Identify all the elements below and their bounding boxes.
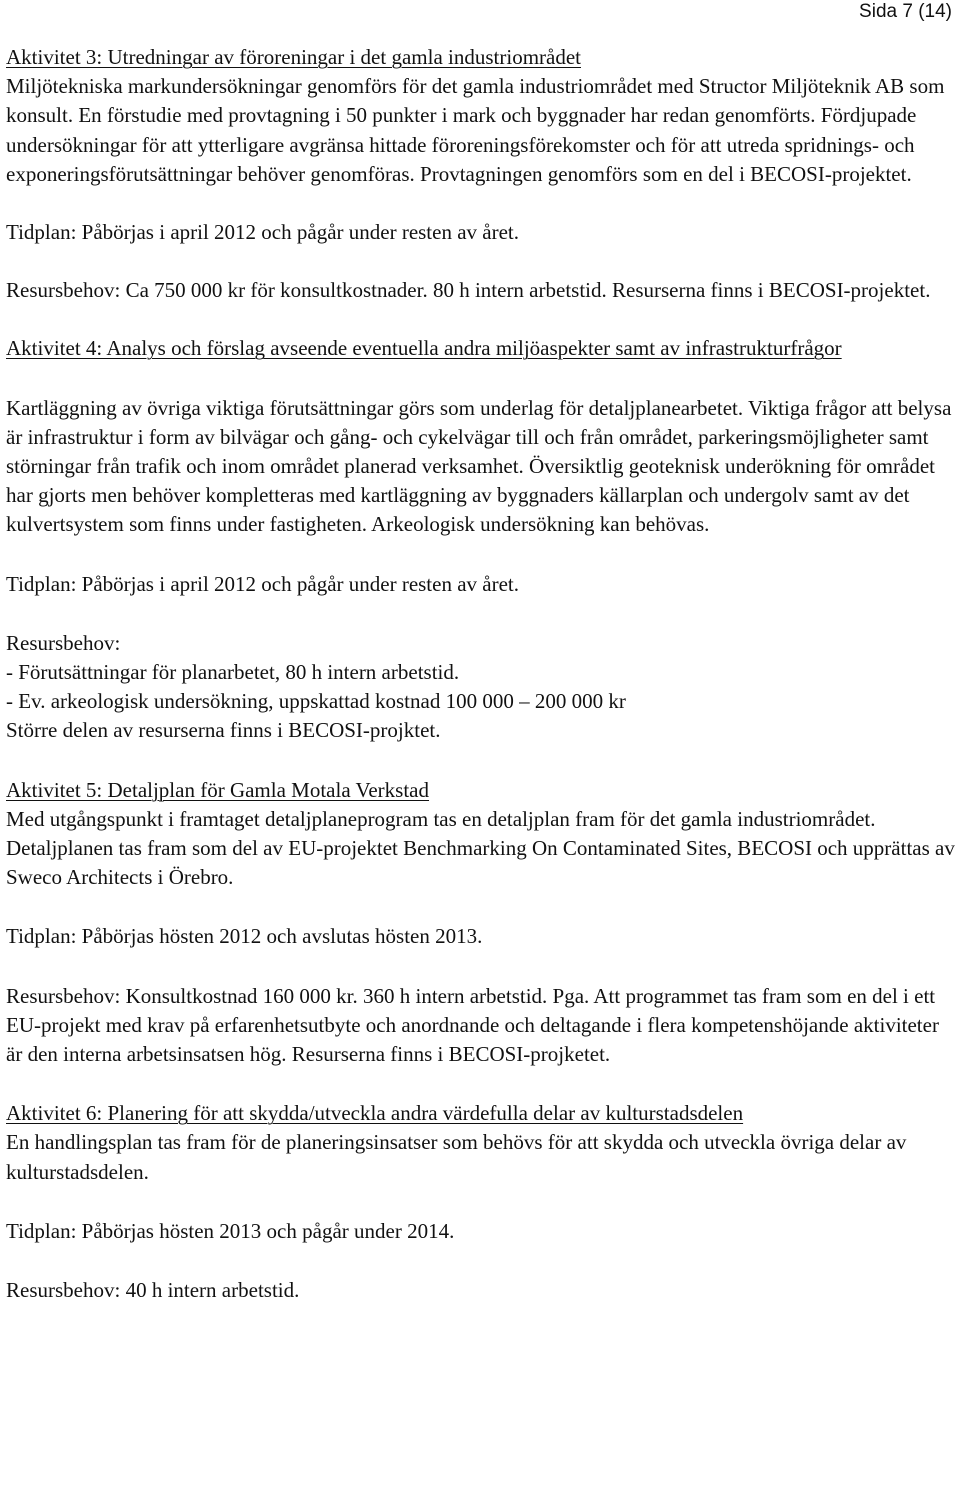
activity-3-description: Miljötekniska markundersökningar genomförs för det gamla industriområdet med Structor Miljöteknik AB som konsult. En förstudie med provtagning i 50 punkter i mark och byggnader har redan genomförts. Fördjupade undersökningar för att ytterligare avgränsa hittade föroreningsförekomster och för att utreda spridnings- och exponeringsförutsättningar behöver genomföras. Provtagningen genomförs som en del i BECOSI-projektet. (6, 74, 945, 186)
activity-6-schedule: Tidplan: Påbörjas hösten 2013 och pågår under 2014. (6, 1218, 455, 1243)
activity-4-resources (6, 629, 956, 746)
activity-4-resource-item: - Ev. arkeologisk undersökning, uppskattad kostnad 100 000 – 200 000 kr (6, 689, 626, 714)
activity-6-resources: Resursbehov: 40 h intern arbetstid. (6, 1278, 300, 1303)
activity-6-description: En handlingsplan tas fram för de planeringsinsatser som behövs för att skydda och utveckla övriga delar av kulturstadsdelen. (6, 1130, 907, 1184)
activity-6-section (6, 1099, 956, 1305)
activity-3-resources: Resursbehov: Ca 750 000 kr för konsultkostnader. 80 h intern arbetstid. Resurserna finns i BECOSI-projektet. (6, 278, 931, 303)
page-number: Sida 7 (14) (859, 1, 952, 22)
activity-5-schedule: Tidplan: Påbörjas hösten 2012 och avslutas hösten 2013. (6, 924, 483, 949)
activity-5-section (6, 776, 956, 1070)
activity-4-resources-label: Resursbehov: (6, 630, 121, 655)
activity-4-schedule: Tidplan: Påbörjas i april 2012 och pågår under resten av året. (6, 571, 520, 596)
activity-3-section (6, 43, 956, 305)
activity-4-resources-note: Större delen av resurserna finns i BECOSI-projktet. (6, 718, 441, 743)
activity-4-heading: Aktivitet 4: Analys och förslag avseende eventuella andra miljöaspekter samt av infrastrukturfrågor (6, 336, 842, 361)
activity-3-heading: Aktivitet 3: Utredningar av föroreningar i det gamla industriområdet (6, 45, 581, 69)
activity-4-description: Kartläggning av övriga viktiga förutsättningar görs som underlag för detaljplanearbetet. Viktiga frågor att belysa är infrastruktur i form av bilvägar och gång- och cykelvägar till och från området, parkeringsmöjligheter samt störningar från trafik och inom området planerad verksamhet. Översiktlig geoteknisk underökning för området har gjorts men behöver kompletteras med kartläggning av byggnaders källarplan och undergolv samt av det kulvertsystem som finns under fastigheten. Arkeologisk undersökning kan behövas. (6, 395, 952, 537)
activity-4-resource-item: - Förutsättningar för planarbetet, 80 h intern arbetstid. (6, 660, 460, 685)
activity-5-heading: Aktivitet 5: Detaljplan för Gamla Motala Verkstad (6, 777, 430, 802)
activity-5-description: Med utgångspunkt i framtaget detaljplaneprogram tas en detaljplan fram för det gamla industriområdet. Detaljplanen tas fram som del av EU-projektet Benchmarking On Contaminated Sites, BECOSI och upprättas av Sweco Architects i Örebro. (6, 806, 955, 890)
activity-6-heading: Aktivitet 6: Planering för att skydda/utveckla andra värdefulla delar av kulturstadsdelen (6, 1101, 744, 1126)
activity-4-section (6, 334, 956, 745)
document-body (6, 43, 956, 1305)
activity-3-schedule: Tidplan: Påbörjas i april 2012 och pågår under resten av året. (6, 220, 520, 245)
activity-5-resources: Resursbehov: Konsultkostnad 160 000 kr. 360 h intern arbetstid. Pga. Att programmet tas fram som en del i ett EU-projekt med krav på erfarenhetsutbyte och anordnande och deltagande i flera kompetenshöjande aktiviteter är den interna arbetsinsatsen hög. Resurserna finns i BECOSI-projketet. (6, 983, 939, 1067)
